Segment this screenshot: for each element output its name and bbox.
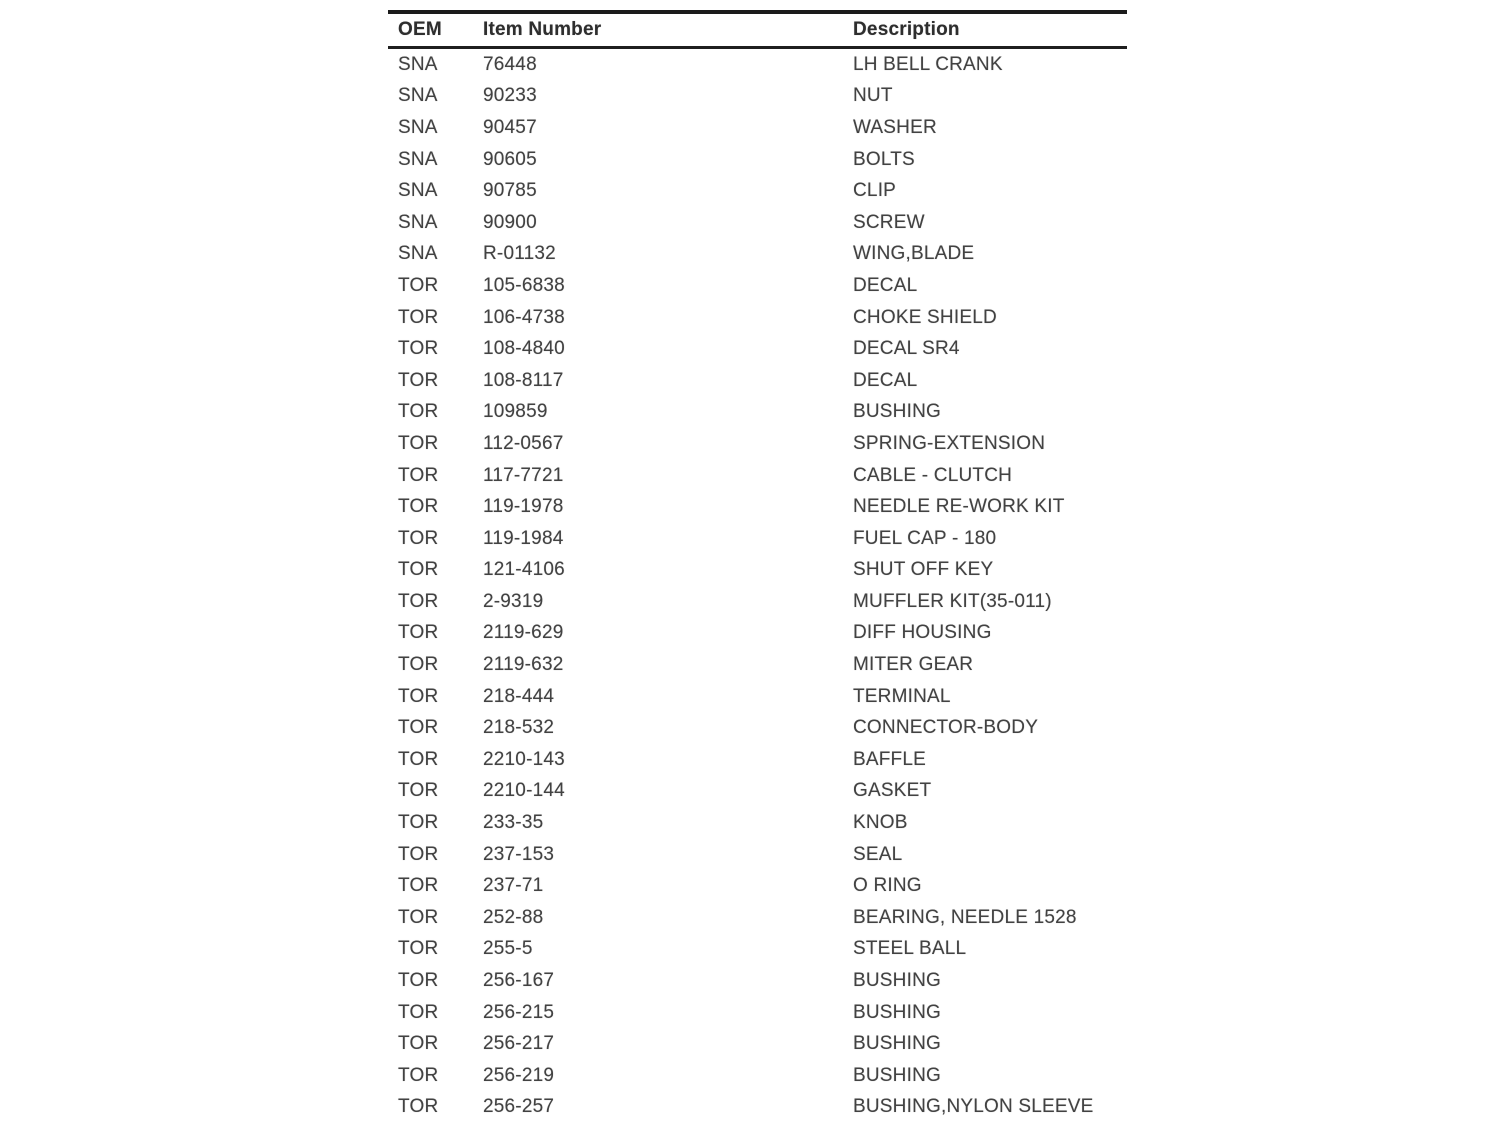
description-cell: BEARING, NEEDLE 1528 xyxy=(853,906,1077,928)
oem-cell: TOR xyxy=(398,906,439,928)
table-body xyxy=(388,48,1127,1124)
item-number-cell: 90233 xyxy=(483,85,537,107)
oem-cell: TOR xyxy=(398,590,439,612)
item-number-cell: 108-8117 xyxy=(483,369,564,391)
description-cell: WING,BLADE xyxy=(853,243,975,265)
item-number-cell: 252-88 xyxy=(483,906,544,928)
oem-cell: SNA xyxy=(398,116,438,138)
item-number-cell: 218-444 xyxy=(483,685,555,707)
oem-cell: SNA xyxy=(398,53,438,75)
oem-cell: TOR xyxy=(398,401,439,423)
table-row xyxy=(388,112,1127,144)
table-row xyxy=(388,175,1127,207)
oem-cell: TOR xyxy=(398,527,439,549)
table-row xyxy=(388,1060,1127,1092)
item-number-cell: 255-5 xyxy=(483,938,533,960)
item-number-cell: 109859 xyxy=(483,401,548,423)
table-row xyxy=(388,902,1127,934)
document-page xyxy=(388,10,1127,1123)
item-number-cell: 2119-629 xyxy=(483,622,564,644)
item-number-cell: 121-4106 xyxy=(483,559,565,581)
table-row xyxy=(388,712,1127,744)
oem-cell: TOR xyxy=(398,432,439,454)
oem-cell: TOR xyxy=(398,369,439,391)
description-cell: DECAL xyxy=(853,369,918,391)
description-cell: CLIP xyxy=(853,180,897,202)
description-cell: MUFFLER KIT(35-011) xyxy=(853,590,1052,612)
description-cell: MITER GEAR xyxy=(853,654,974,676)
table-row xyxy=(388,555,1127,587)
oem-cell: SNA xyxy=(398,211,438,233)
column-header-oem: OEM xyxy=(388,12,473,48)
description-cell: KNOB xyxy=(853,812,908,834)
table-row xyxy=(388,870,1127,902)
oem-cell: SNA xyxy=(398,85,438,107)
description-cell: DECAL SR4 xyxy=(853,338,960,360)
description-cell: SCREW xyxy=(853,211,925,233)
description-cell: CONNECTOR-BODY xyxy=(853,717,1039,739)
item-number-cell: R-01132 xyxy=(483,243,556,265)
item-number-cell: 119-1984 xyxy=(483,527,564,549)
table-row xyxy=(388,365,1127,397)
description-cell: BOLTS xyxy=(853,148,915,170)
description-cell: FUEL CAP - 180 xyxy=(853,527,997,549)
item-number-cell: 90605 xyxy=(483,148,537,170)
item-number-cell: 256-219 xyxy=(483,1064,555,1086)
oem-cell: TOR xyxy=(398,1033,439,1055)
item-number-cell: 256-215 xyxy=(483,1001,555,1023)
description-cell: BUSHING xyxy=(853,970,941,992)
oem-cell: TOR xyxy=(398,843,439,865)
description-cell: DIFF HOUSING xyxy=(853,622,992,644)
oem-cell: TOR xyxy=(398,748,439,770)
table-row xyxy=(388,428,1127,460)
header-row xyxy=(388,12,1127,48)
parts-table xyxy=(388,10,1127,1123)
oem-cell: TOR xyxy=(398,559,439,581)
item-number-cell: 117-7721 xyxy=(483,464,564,486)
item-number-cell: 106-4738 xyxy=(483,306,565,328)
oem-cell: TOR xyxy=(398,938,439,960)
item-number-cell: 90785 xyxy=(483,180,537,202)
description-cell: SHUT OFF KEY xyxy=(853,559,994,581)
table-row xyxy=(388,807,1127,839)
oem-cell: TOR xyxy=(398,654,439,676)
description-cell: TERMINAL xyxy=(853,685,951,707)
description-cell: BUSHING xyxy=(853,1064,941,1086)
description-cell: BUSHING xyxy=(853,1033,941,1055)
description-cell: SPRING-EXTENSION xyxy=(853,432,1046,454)
oem-cell: TOR xyxy=(398,464,439,486)
table-row xyxy=(388,997,1127,1029)
table-row xyxy=(388,81,1127,113)
oem-cell: SNA xyxy=(398,148,438,170)
oem-cell: TOR xyxy=(398,306,439,328)
item-number-cell: 2210-143 xyxy=(483,748,565,770)
table-header xyxy=(388,12,1127,48)
description-cell: GASKET xyxy=(853,780,932,802)
table-row xyxy=(388,649,1127,681)
description-cell: NUT xyxy=(853,85,893,107)
table-row xyxy=(388,1092,1127,1124)
item-number-cell: 90457 xyxy=(483,116,537,138)
item-number-cell: 105-6838 xyxy=(483,274,565,296)
table-row xyxy=(388,523,1127,555)
oem-cell: SNA xyxy=(398,243,438,265)
item-number-cell: 112-0567 xyxy=(483,432,564,454)
item-number-cell: 256-257 xyxy=(483,1096,555,1118)
item-number-cell: 218-532 xyxy=(483,717,555,739)
item-number-cell: 2-9319 xyxy=(483,590,544,612)
oem-cell: TOR xyxy=(398,496,439,518)
item-number-cell: 2210-144 xyxy=(483,780,565,802)
table-row xyxy=(388,618,1127,650)
description-cell: NEEDLE RE-WORK KIT xyxy=(853,496,1065,518)
table-row xyxy=(388,491,1127,523)
oem-cell: TOR xyxy=(398,1096,439,1118)
oem-cell: TOR xyxy=(398,622,439,644)
table-row xyxy=(388,144,1127,176)
description-cell: BUSHING,NYLON SLEEVE xyxy=(853,1096,1094,1118)
oem-cell: TOR xyxy=(398,812,439,834)
description-cell: BUSHING xyxy=(853,1001,941,1023)
description-cell: DECAL xyxy=(853,274,918,296)
item-number-cell: 108-4840 xyxy=(483,338,565,360)
oem-cell: TOR xyxy=(398,1001,439,1023)
description-cell: BUSHING xyxy=(853,401,941,423)
oem-cell: SNA xyxy=(398,180,438,202)
item-number-cell: 237-71 xyxy=(483,875,544,897)
oem-cell: TOR xyxy=(398,780,439,802)
description-cell: O RING xyxy=(853,875,922,897)
column-header-item-number: Item Number xyxy=(473,12,843,48)
table-row xyxy=(388,934,1127,966)
table-row xyxy=(388,207,1127,239)
oem-cell: TOR xyxy=(398,1064,439,1086)
description-cell: CHOKE SHIELD xyxy=(853,306,997,328)
description-cell: SEAL xyxy=(853,843,903,865)
oem-cell: TOR xyxy=(398,338,439,360)
column-header-description: Description xyxy=(843,12,1127,48)
table-row xyxy=(388,333,1127,365)
oem-cell: TOR xyxy=(398,274,439,296)
table-row xyxy=(388,239,1127,271)
table-row xyxy=(388,302,1127,334)
item-number-cell: 256-217 xyxy=(483,1033,555,1055)
description-cell: BAFFLE xyxy=(853,748,926,770)
oem-cell: TOR xyxy=(398,875,439,897)
table-row xyxy=(388,744,1127,776)
item-number-cell: 90900 xyxy=(483,211,537,233)
oem-cell: TOR xyxy=(398,685,439,707)
table-row xyxy=(388,48,1127,81)
table-row xyxy=(388,839,1127,871)
table-row xyxy=(388,1028,1127,1060)
description-cell: CABLE - CLUTCH xyxy=(853,464,1013,486)
oem-cell: TOR xyxy=(398,717,439,739)
oem-cell: TOR xyxy=(398,970,439,992)
item-number-cell: 2119-632 xyxy=(483,654,564,676)
item-number-cell: 256-167 xyxy=(483,970,555,992)
description-cell: LH BELL CRANK xyxy=(853,53,1003,75)
description-cell: WASHER xyxy=(853,116,937,138)
item-number-cell: 76448 xyxy=(483,53,537,75)
table-row xyxy=(388,586,1127,618)
table-row xyxy=(388,681,1127,713)
table-row xyxy=(388,270,1127,302)
item-number-cell: 119-1978 xyxy=(483,496,564,518)
table-row xyxy=(388,776,1127,808)
table-row xyxy=(388,965,1127,997)
table-row xyxy=(388,460,1127,492)
table-row xyxy=(388,397,1127,429)
item-number-cell: 237-153 xyxy=(483,843,555,865)
description-cell: STEEL BALL xyxy=(853,938,967,960)
item-number-cell: 233-35 xyxy=(483,812,544,834)
